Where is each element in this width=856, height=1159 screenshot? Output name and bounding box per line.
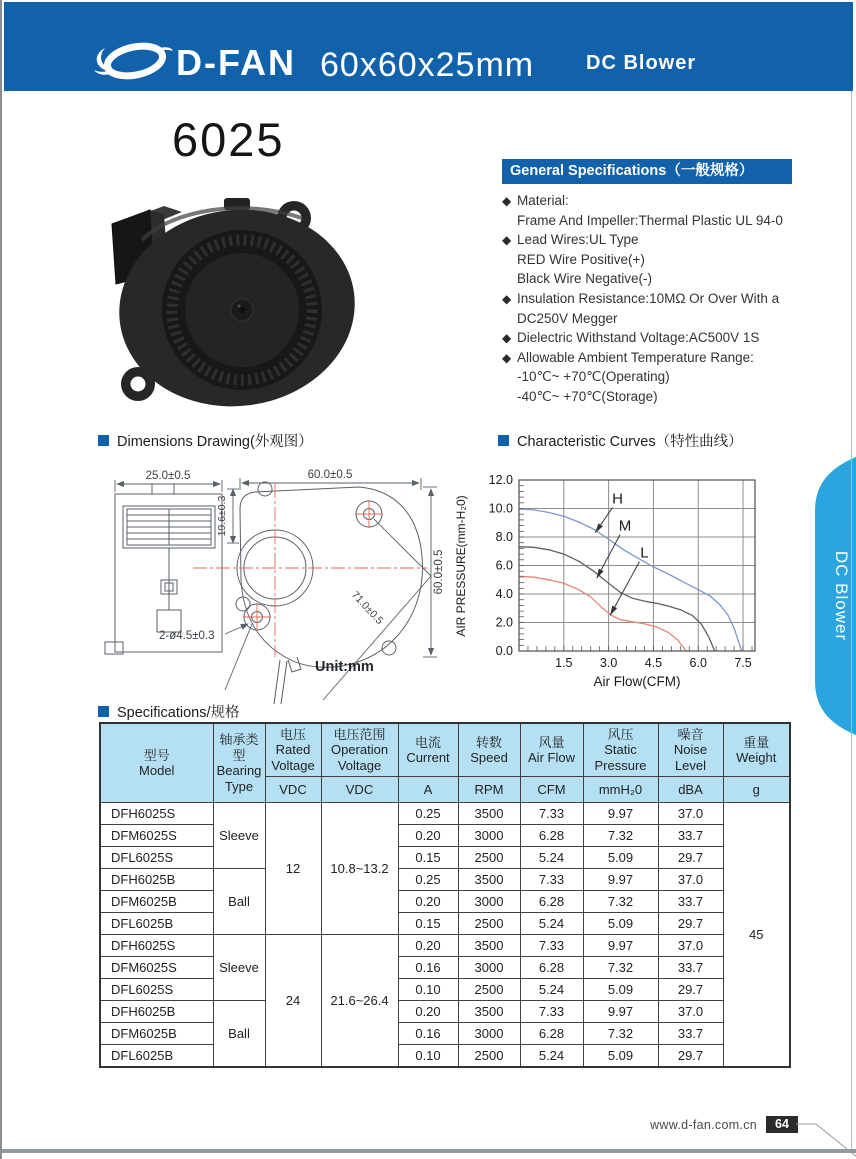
brand-name: D-FAN xyxy=(176,42,296,83)
rated-voltage-cell: 12 xyxy=(265,803,321,935)
chart-annotations xyxy=(595,491,648,616)
spec-line-text: Allowable Ambient Temperature Range: xyxy=(517,349,754,365)
speed-cell: 3500 xyxy=(458,869,520,891)
col-header-bearing-type: 轴承类型 Bearing Type xyxy=(213,723,265,803)
model-cell: DFH6025B xyxy=(100,869,213,891)
current-cell: 0.20 xyxy=(398,1001,458,1023)
section-dimensions-heading xyxy=(98,430,313,451)
noise-cell: 29.7 xyxy=(658,847,723,869)
col-header-static-pressure: 风压 Static Pressure xyxy=(583,723,658,777)
speed-cell: 2500 xyxy=(458,847,520,869)
air-flow-cell: 7.33 xyxy=(520,803,583,825)
air-flow-cell: 7.33 xyxy=(520,935,583,957)
side-tab xyxy=(805,456,856,736)
y-tick-label: 12.0 xyxy=(488,473,513,487)
product-photo xyxy=(102,188,442,428)
static-pressure-cell: 9.97 xyxy=(583,803,658,825)
spec-line xyxy=(502,289,812,309)
col-unit-speed: RPM xyxy=(458,777,520,803)
model-cell: DFH6025B xyxy=(100,1001,213,1023)
noise-cell: 37.0 xyxy=(658,803,723,825)
operation-voltage-cell: 21.6~26.4 xyxy=(321,935,398,1068)
model-cell: DFL6025S xyxy=(100,847,213,869)
spec-line-text: Material: xyxy=(517,193,569,208)
col-header-noise-level: 噪音 Noise Level xyxy=(658,723,723,777)
diamond-bullet-icon: ◆ xyxy=(502,194,512,208)
bearing-type-cell: Ball xyxy=(213,1001,265,1068)
table-row xyxy=(100,913,790,935)
y-tick-label: 2.0 xyxy=(495,615,513,630)
chart-y-axis-title: AIR PRESSURE(mm-H₂0) xyxy=(454,495,468,637)
curve-label-L: L xyxy=(640,544,649,562)
table-row xyxy=(100,869,790,891)
spec-line-text: RED Wire Positive(+) xyxy=(517,251,645,267)
air-flow-cell: 6.28 xyxy=(520,891,583,913)
characteristic-curves-chart xyxy=(452,458,808,700)
spec-line xyxy=(502,367,812,387)
diamond-bullet-icon: ◆ xyxy=(502,331,512,346)
model-cell: DFH6025S xyxy=(100,803,213,825)
model-cell: DFM6025S xyxy=(100,825,213,847)
model-cell: DFM6025B xyxy=(100,1023,213,1045)
speed-cell: 3500 xyxy=(458,803,520,825)
table-row xyxy=(100,979,790,1001)
speed-cell: 3000 xyxy=(458,825,520,847)
noise-cell: 37.0 xyxy=(658,1001,723,1023)
spec-line xyxy=(502,348,812,368)
page-right-border xyxy=(851,91,852,1150)
noise-cell: 29.7 xyxy=(658,1045,723,1068)
page-number: 64 xyxy=(766,1116,798,1133)
col-header-current: 电流 Current xyxy=(398,723,458,777)
current-cell: 0.10 xyxy=(398,979,458,1001)
spec-line xyxy=(502,328,812,348)
speed-cell: 3000 xyxy=(458,957,520,979)
static-pressure-cell: 7.32 xyxy=(583,957,658,979)
page-bottom-border xyxy=(2,1149,856,1153)
general-specs-title: General Specifications（一般规格） xyxy=(502,159,792,184)
dim-outlet-height: 19.6±0.3 xyxy=(216,495,228,537)
speed-cell: 3500 xyxy=(458,1001,520,1023)
table-row xyxy=(100,803,790,825)
section-bullet-icon xyxy=(98,435,109,446)
x-tick-label: 3.0 xyxy=(599,656,618,670)
side-tab-label: DC Blower xyxy=(832,550,851,642)
section-dimensions-label: Dimensions Drawing(外观图） xyxy=(117,434,313,450)
table-row xyxy=(100,847,790,869)
curve-M xyxy=(519,544,715,651)
diamond-bullet-icon: ◆ xyxy=(502,291,512,306)
dimensions-drawing xyxy=(97,452,459,710)
col-unit-rated-voltage: VDC xyxy=(265,777,321,803)
col-header-model: 型号 Model xyxy=(100,723,213,803)
static-pressure-cell: 5.09 xyxy=(583,847,658,869)
chart-x-axis-title: Air Flow(CFM) xyxy=(593,674,681,689)
current-cell: 0.20 xyxy=(398,935,458,957)
weight-cell: 45 xyxy=(723,803,790,1068)
current-cell: 0.25 xyxy=(398,803,458,825)
static-pressure-cell: 7.32 xyxy=(583,1023,658,1045)
air-flow-cell: 7.33 xyxy=(520,1001,583,1023)
air-flow-cell: 5.24 xyxy=(520,913,583,935)
static-pressure-cell: 7.32 xyxy=(583,891,658,913)
x-tick-label: 1.5 xyxy=(555,656,573,670)
col-unit-static-pressure: mmH₂0 xyxy=(583,777,658,803)
model-cell: DFL6025B xyxy=(100,1045,213,1068)
x-tick-label: 6.0 xyxy=(689,656,707,670)
model-cell: DFH6025S xyxy=(100,935,213,957)
specifications-table xyxy=(99,722,791,1068)
noise-cell: 33.7 xyxy=(658,825,723,847)
current-cell: 0.16 xyxy=(398,957,458,979)
noise-cell: 33.7 xyxy=(658,891,723,913)
table-row xyxy=(100,957,790,979)
spec-line-text: Black Wire Negative(-) xyxy=(517,271,653,287)
dim-height: 60.0±0.5 xyxy=(433,549,445,595)
dim-mounting-holes: 2-ø4.5±0.3 xyxy=(159,630,215,642)
static-pressure-cell: 7.32 xyxy=(583,825,658,847)
spec-line xyxy=(502,269,812,289)
noise-cell: 37.0 xyxy=(658,935,723,957)
table-row xyxy=(100,825,790,847)
bearing-type-cell: Sleeve xyxy=(213,935,265,1001)
section-bullet-icon xyxy=(498,435,509,446)
brand-logo-icon xyxy=(93,36,173,86)
air-flow-cell: 6.28 xyxy=(520,957,583,979)
curve-L xyxy=(519,576,686,651)
spec-line-text: Dielectric Withstand Voltage:AC500V 1S xyxy=(517,330,760,346)
model-cell: DFL6025S xyxy=(100,979,213,1001)
spec-line xyxy=(502,191,812,211)
current-cell: 0.20 xyxy=(398,825,458,847)
y-tick-label: 6.0 xyxy=(495,558,513,573)
model-cell: DFM6025S xyxy=(100,957,213,979)
current-cell: 0.15 xyxy=(398,913,458,935)
bearing-type-cell: Ball xyxy=(213,869,265,935)
air-flow-cell: 6.28 xyxy=(520,1023,583,1045)
speed-cell: 2500 xyxy=(458,913,520,935)
noise-cell: 33.7 xyxy=(658,1023,723,1045)
speed-cell: 3500 xyxy=(458,935,520,957)
current-cell: 0.20 xyxy=(398,891,458,913)
x-tick-label: 4.5 xyxy=(644,656,663,670)
noise-cell: 37.0 xyxy=(658,869,723,891)
current-cell: 0.10 xyxy=(398,1045,458,1068)
spec-line xyxy=(502,230,812,250)
static-pressure-cell: 5.09 xyxy=(583,1045,658,1068)
dim-diagonal: 71.0±0.5 xyxy=(348,588,386,627)
col-header-air-flow: 风量 Air Flow xyxy=(520,723,583,777)
air-flow-cell: 7.33 xyxy=(520,869,583,891)
header-banner xyxy=(4,2,853,91)
air-flow-cell: 5.24 xyxy=(520,979,583,1001)
col-header-weight: 重量 Weight xyxy=(723,723,790,777)
current-cell: 0.15 xyxy=(398,847,458,869)
noise-cell: 29.7 xyxy=(658,979,723,1001)
spec-line xyxy=(502,211,812,231)
general-specs-list xyxy=(502,191,812,407)
current-cell: 0.16 xyxy=(398,1023,458,1045)
table-row xyxy=(100,1045,790,1068)
air-flow-cell: 6.28 xyxy=(520,825,583,847)
section-specs-label: Specifications/规格 xyxy=(117,705,240,721)
y-tick-label: 10.0 xyxy=(488,501,513,516)
y-tick-label: 4.0 xyxy=(495,587,513,601)
operation-voltage-cell: 10.8~13.2 xyxy=(321,803,398,935)
static-pressure-cell: 9.97 xyxy=(583,1001,658,1023)
website-url: www.d-fan.com.cn xyxy=(650,1117,757,1132)
table-row xyxy=(100,1023,790,1045)
air-flow-cell: 5.24 xyxy=(520,1045,583,1068)
spec-line xyxy=(502,309,812,329)
rated-voltage-cell: 24 xyxy=(265,935,321,1068)
static-pressure-cell: 9.97 xyxy=(583,935,658,957)
table-row xyxy=(100,935,790,957)
col-unit-weight: g xyxy=(723,777,790,803)
table-row xyxy=(100,1001,790,1023)
y-tick-label: 0.0 xyxy=(495,644,513,658)
col-unit-current: A xyxy=(398,777,458,803)
col-unit-operation-voltage: VDC xyxy=(321,777,398,803)
spec-line-text: Insulation Resistance:10MΩ Or Over With a xyxy=(517,290,780,306)
diamond-bullet-icon: ◆ xyxy=(502,233,512,248)
dim-depth: 25.0±0.5 xyxy=(145,470,191,482)
product-size: 60x60x25mm xyxy=(320,46,535,84)
curve-label-H: H xyxy=(612,490,624,508)
curve-label-M: M xyxy=(618,517,632,535)
spec-line-text: DC250V Megger xyxy=(517,310,618,326)
speed-cell: 2500 xyxy=(458,1045,520,1068)
section-curves-label: Characteristic Curves（特性曲线） xyxy=(517,434,743,450)
dim-width: 60.0±0.5 xyxy=(307,469,353,481)
bearing-type-cell: Sleeve xyxy=(213,803,265,869)
spec-line xyxy=(502,250,812,270)
section-curves-heading xyxy=(498,430,743,451)
model-number: 6025 xyxy=(172,113,285,166)
static-pressure-cell: 9.97 xyxy=(583,869,658,891)
static-pressure-cell: 5.09 xyxy=(583,979,658,1001)
table-row xyxy=(100,891,790,913)
col-header-rated-voltage: 电压 Rated Voltage xyxy=(265,723,321,777)
air-flow-cell: 5.24 xyxy=(520,847,583,869)
spec-line xyxy=(502,387,812,407)
speed-cell: 3000 xyxy=(458,891,520,913)
noise-cell: 33.7 xyxy=(658,957,723,979)
spec-line-text: Lead Wires:UL Type xyxy=(517,232,639,248)
spec-line-text: Frame And Impeller:Thermal Plastic UL 94-0 xyxy=(517,212,783,228)
spec-line-text: -40℃~ +70℃(Storage) xyxy=(517,388,658,404)
x-tick-label: 7.5 xyxy=(734,656,752,670)
spec-line-text: -10℃~ +70℃(Operating) xyxy=(517,369,670,385)
footer xyxy=(482,1115,798,1134)
current-cell: 0.25 xyxy=(398,869,458,891)
y-tick-label: 8.0 xyxy=(495,530,513,544)
noise-cell: 29.7 xyxy=(658,913,723,935)
model-cell: DFL6025B xyxy=(100,913,213,935)
speed-cell: 3000 xyxy=(458,1023,520,1045)
drawing-unit-label: Unit:mm xyxy=(315,659,374,675)
col-unit-noise-level: dBA xyxy=(658,777,723,803)
model-cell: DFM6025B xyxy=(100,891,213,913)
col-header-speed: 转数 Speed xyxy=(458,723,520,777)
diamond-bullet-icon: ◆ xyxy=(502,350,512,365)
product-category: DC Blower xyxy=(586,52,697,74)
col-unit-air-flow: CFM xyxy=(520,777,583,803)
static-pressure-cell: 5.09 xyxy=(583,913,658,935)
col-header-operation-voltage: 电压范围 Operation Voltage xyxy=(321,723,398,777)
speed-cell: 2500 xyxy=(458,979,520,1001)
